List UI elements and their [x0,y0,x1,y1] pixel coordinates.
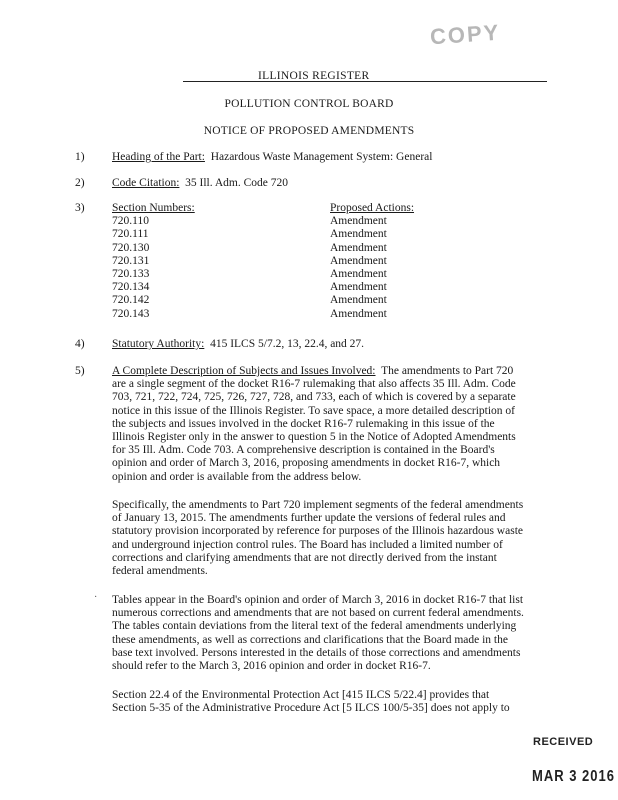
paragraph-line: federal amendments. [112,565,208,578]
section-number: 720.130 [112,241,150,254]
section-number: 720.142 [112,294,150,307]
section-number: 720.134 [112,281,150,294]
paragraph-line: The tables contain deviations from the literal text of the federal amendments underlying [112,620,517,633]
proposed-action: Amendment [330,268,387,281]
section-number: 720.143 [112,307,150,320]
paragraph-line: statutory provision incorporated by reference for purposes of the Illinois hazardous waste [112,525,523,538]
board-title: POLLUTION CONTROL BOARD [224,98,394,110]
register-title: ILLINOIS REGISTER [258,70,370,82]
item-4-label: Statutory Authority: [112,338,205,350]
paragraph-line: Tables appear in the Board's opinion and order of March 3, 2016 in docket R16-7 that list [112,594,524,606]
item-5-line: the subjects and issues involved in the docket R16-7 rulemaking in this issue of the [112,417,495,430]
section-number: 720.131 [112,254,150,267]
item-5-paragraph [112,365,552,484]
item-number-2: 2) [75,177,85,189]
item-5-line: 703, 721, 722, 724, 725, 726, 727, 728, and 733, each of which is covered by a separate [112,391,516,404]
item-5-line: Illinois Register only in the answer to question 5 in the Notice of Adopted Amendments [112,431,516,444]
copy-stamp: COPY [429,19,502,50]
item-5-line: notice in this issue of the Illinois Register. To save space, a more detailed description of [112,404,515,417]
proposed-action: Amendment [330,241,387,254]
notice-title: NOTICE OF PROPOSED AMENDMENTS [203,125,415,137]
paragraph-line: and underground injection control rules. The Board has included a limited number of [112,538,503,551]
proposed-actions-heading: Proposed Actions: [330,202,415,214]
item-1 [112,151,432,163]
item-5-line: for 35 Ill. Adm. Code 703. A comprehensive description is contained in the Board's [112,444,495,457]
item-1-label: Heading of the Part: [112,151,205,163]
section-numbers-heading: Section Numbers: [112,202,195,214]
paragraph-line: these amendments, as well as corrections and clarifications that the Board made in the [112,633,508,646]
paragraph-line: Section 5-35 of the Administrative Procedure Act [5 ILCS 100/5-35] does not apply to [112,702,510,715]
proposed-actions-column [330,202,510,321]
proposed-action: Amendment [330,254,387,267]
item-number-5: 5) [75,365,85,377]
item-2-label: Code Citation: [112,177,180,189]
item-5-line: are a single segment of the docket R16-7 rulemaking that also affects 35 Ill. Adm. Code [112,378,516,391]
specifically-paragraph [112,499,552,578]
proposed-action: Amendment [330,307,387,320]
proposed-action: Amendment [330,215,387,228]
item-5-line: opinion and order is available from the address below. [112,470,362,483]
item-5-first-line [112,365,552,378]
section-number: 720.110 [112,215,149,228]
margin-mark: · [94,592,98,603]
item-number-4: 4) [75,338,85,350]
paragraph-line: Specifically, the amendments to Part 720 implement segments of the federal amendments [112,499,524,511]
item-5-line: opinion and order of March 3, 2016, proposing amendments in docket R16-7, which [112,457,501,470]
header-rule [183,81,547,82]
section-22-4-paragraph [112,689,552,715]
section-number: 720.133 [112,268,150,281]
received-stamp: RECEIVED [533,736,594,748]
item-2-text: 35 Ill. Adm. Code 720 [185,177,289,189]
paragraph-line: base text involved. Persons interested in the details of those corrections and amendments [112,646,521,659]
item-5-line: The amendments to Part 720 [381,365,514,377]
section-numbers-column [112,202,292,321]
paragraph-line: numerous corrections and amendments that are not based on current federal amendments. [112,607,524,620]
paragraph-line: of January 13, 2015. The amendments further update the versions of federal rules and [112,512,506,525]
proposed-action: Amendment [330,228,387,241]
received-date: MAR 3 2016 [532,766,615,785]
tables-paragraph [112,594,552,673]
proposed-action: Amendment [330,294,387,307]
item-4-text: 415 ILCS 5/7.2, 13, 22.4, and 27. [210,338,365,350]
paragraph-line: should refer to the March 3, 2016 opinion and order in docket R16-7. [112,660,431,673]
item-1-text: Hazardous Waste Management System: General [210,151,433,163]
item-number-1: 1) [75,151,85,163]
proposed-action: Amendment [330,281,387,294]
paragraph-line: corrections and clarifying amendments that are not directly derived from the instant [112,551,497,564]
item-5-label: A Complete Description of Subjects and Issues Involved: [112,365,376,377]
paragraph-line: Section 22.4 of the Environmental Protection Act [415 ILCS 5/22.4] provides that [112,689,490,701]
item-2 [112,177,288,189]
item-4 [112,338,364,350]
item-number-3: 3) [75,202,85,214]
section-number: 720.111 [112,228,149,241]
